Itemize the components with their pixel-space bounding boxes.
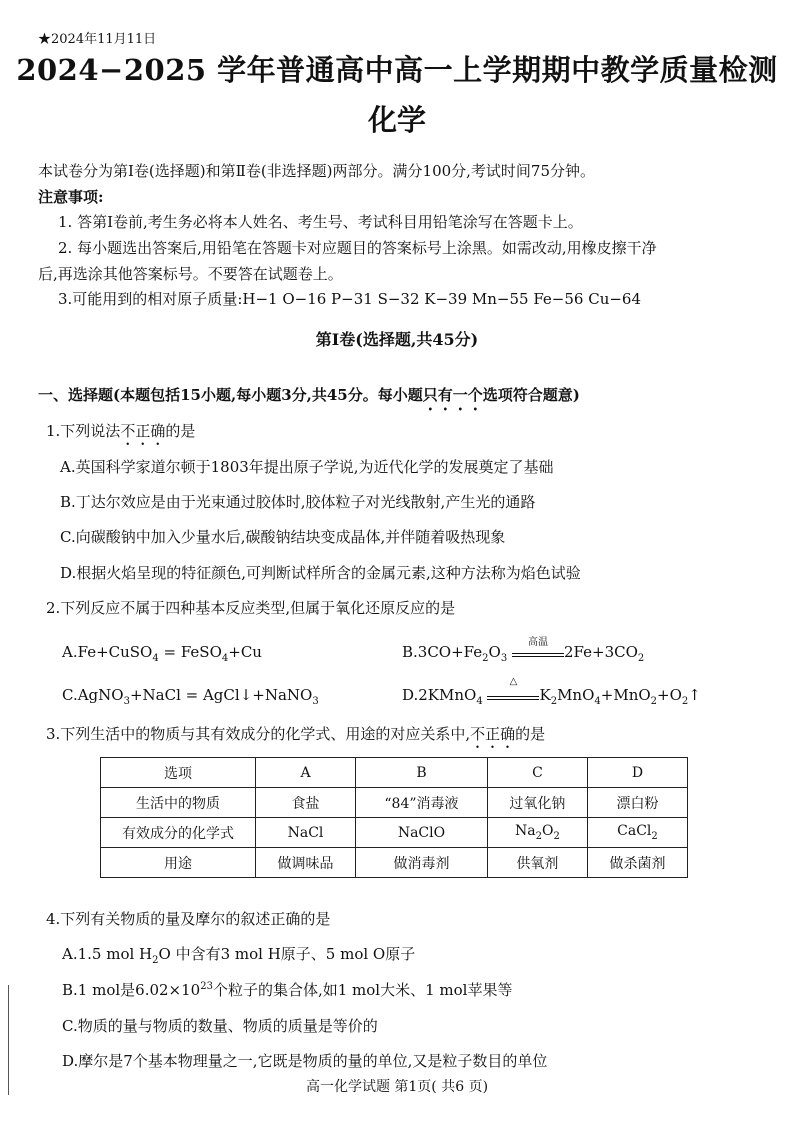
q3-stem: 3.下列生活中的物质与其有效成分的化学式、用途的对应关系中,不正确的是 [46, 725, 546, 743]
section-title: 第Ⅰ卷(选择题,共45分) [315, 330, 479, 349]
q4-option-d: D.摩尔是7个基本物理量之一,它既是物质的量的单位,又是粒子数目的单位 [62, 1052, 548, 1070]
table-cell: 做杀菌剂 [587, 848, 687, 878]
reaction-condition-heat: △ [509, 676, 518, 687]
q4-stem: 4.下列有关物质的量及摩尔的叙述正确的是 [46, 910, 331, 928]
table-row [101, 818, 688, 848]
table-cell: CaCl$_2$ [587, 818, 687, 848]
table-row [101, 758, 688, 788]
table-cell: NaCl [256, 818, 356, 848]
table-cell: 有效成分的化学式 [101, 818, 256, 848]
q2-option-d: D.2KMnO$_4$ △ $K_2MnO_4+MnO_2+O_2↑$ [402, 676, 701, 707]
table-row [101, 848, 688, 878]
table-cell: 用途 [101, 848, 256, 878]
section-instruction: 一、选择题(本题包括15小题,每小题3分,共45分。每小题只有一个选项符合题意) [38, 386, 580, 404]
table-cell: 生活中的物质 [101, 788, 256, 818]
table-cell: NaClO [356, 818, 488, 848]
q1-option-b: B.丁达尔效应是由于光束通过胶体时,胶体粒子对光线散射,产生光的通路 [60, 493, 536, 511]
note-item-3: 3.可能用到的相对原子质量:H−1 O−16 P−31 S−32 K−39 Mn−55 Fe−56 Cu−64 [58, 290, 642, 308]
exam-date: ★2024年11月11日 [38, 32, 157, 47]
q2-option-a: A.Fe+CuSO$_4$ = FeSO$_4$+Cu [62, 643, 262, 664]
table-cell: “84”消毒液 [356, 788, 488, 818]
note-item-1: 1. 答第Ⅰ卷前,考生务必将本人姓名、考生号、考试科目用铅笔涂写在答题卡上。 [58, 213, 583, 231]
table-cell: A [256, 758, 356, 788]
note-item-2-cont: 后,再选涂其他答案标号。不要答在试题卷上。 [38, 265, 343, 283]
table-cell: 过氧化钠 [487, 788, 587, 818]
q4-option-a: A.1.5 mol $H_2O$ 中含有3 mol H原子、5 mol O原子 [62, 945, 416, 966]
notes-heading: 注意事项: [38, 188, 104, 206]
table-cell: 供氧剂 [487, 848, 587, 878]
table-cell: 漂白粉 [587, 788, 687, 818]
q2-option-c: C.AgNO$_3$+NaCl = AgCl↓+NaNO$_3$ [62, 686, 319, 707]
page-footer: 高一化学试题 第1页( 共6 页) [305, 1079, 489, 1095]
table-cell: D [587, 758, 687, 788]
table-cell: 食盐 [256, 788, 356, 818]
table-row [101, 788, 688, 818]
q1-option-c: C.向碳酸钠中加入少量水后,碳酸钠结块变成晶体,并伴随着吸热现象 [60, 528, 506, 546]
intro-text: 本试卷分为第Ⅰ卷(选择题)和第Ⅱ卷(非选择题)两部分。满分100分,考试时间75分钟。 [38, 162, 596, 180]
table-cell: C [487, 758, 587, 788]
q1-option-a: A.英国科学家道尔顿于1803年提出原子学说,为近代化学的发展奠定了基础 [60, 458, 554, 476]
q1-stem: 1.下列说法不正确的是 [46, 422, 196, 440]
exam-title: 2024−2025 学年普通高中高一上学期期中教学质量检测 [16, 53, 778, 87]
table-cell: $Na_2O_2$ [487, 818, 587, 848]
table-cell: 做调味品 [256, 848, 356, 878]
q1-option-d: D.根据火焰呈现的特征颜色,可判断试样所含的金属元素,这种方法称为焰色试验 [60, 564, 581, 582]
q3-table [100, 757, 688, 878]
reaction-condition-high-temp: 高温 [528, 637, 548, 648]
q2-stem: 2.下列反应不属于四种基本反应类型,但属于氧化还原反应的是 [46, 599, 456, 617]
table-cell: 做消毒剂 [356, 848, 488, 878]
subject-title: 化学 [367, 103, 426, 137]
table-cell: 选项 [101, 758, 256, 788]
q4-option-b: B.1 mol是$6.02\times 10^{23}$个粒子的集合体,如1 mol大米、1 mol苹果等 [62, 981, 513, 999]
note-item-2: 2. 每小题选出答案后,用铅笔在答题卡对应题目的答案标号上涂黑。如需改动,用橡皮擦干净 [58, 239, 657, 257]
q4-option-c: C.物质的量与物质的数量、物质的质量是等价的 [62, 1017, 378, 1035]
table-cell: B [356, 758, 488, 788]
q2-option-b: $B.3CO+Fe_2O_3$ 高温 $2Fe+3CO_2$ [402, 643, 644, 664]
